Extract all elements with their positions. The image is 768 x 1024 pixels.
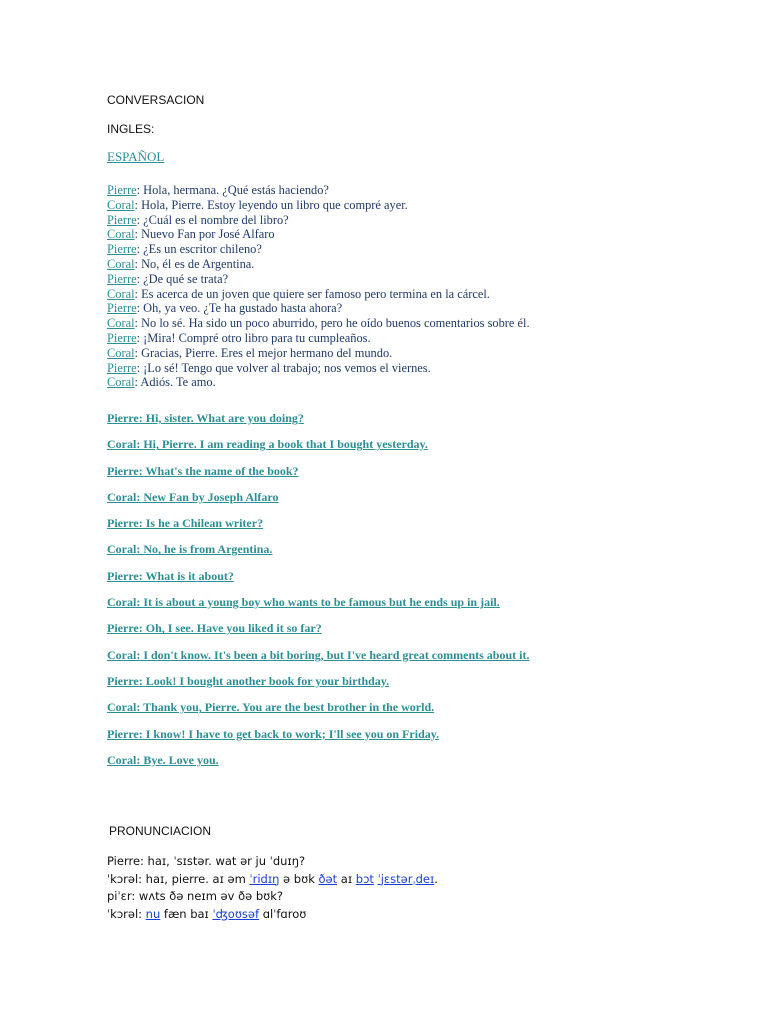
english-line-link[interactable]: Coral: Hi, Pierre. I am reading a book that I bought yesterday. [107,437,428,452]
english-line-link[interactable]: Pierre: What is it about? [107,568,234,583]
title-conversacion: CONVERSACION [107,93,205,107]
english-line-link[interactable]: Pierre: Look! I bought another book for your birthday. [107,673,390,688]
speaker-link[interactable]: Pierre [107,330,137,345]
english-line-link[interactable]: Coral: Thank you, Pierre. You are the best brother in the world. [107,700,435,715]
heading-ingles: INGLES: [107,122,155,136]
dialogue-line [107,242,530,257]
english-line-link[interactable]: Pierre: Oh, I see. Have you liked it so far? [107,621,322,636]
dialogue-line [107,287,530,302]
pronunciation-block [107,853,438,923]
english-line-link[interactable]: Coral: Bye. Love you. [107,752,219,767]
pron-text: ɑlˈfɑroʊ [259,906,307,921]
speaker-link[interactable]: Pierre [107,360,137,375]
speaker-link[interactable]: Pierre [107,242,137,257]
speaker-link[interactable]: Coral [107,227,135,242]
speaker-link[interactable]: Coral [107,256,135,271]
dialogue-line [107,213,530,228]
english-line-link[interactable]: Coral: No, he is from Argentina. [107,542,273,557]
spanish-dialogue [107,183,530,390]
dialogue-line [107,301,530,316]
speaker-link[interactable]: Pierre [107,183,137,197]
dialogue-text: : Hola, hermana. ¿Qué estás haciendo? [136,183,329,197]
dialogue-line [107,346,530,361]
dialogue-line [107,316,530,331]
pron-word-link[interactable]: ˈjɛstərˌdeɪ [377,871,435,886]
pron-word-link[interactable]: ˈridɪŋ [249,871,280,886]
english-line-link[interactable]: Pierre: What's the name of the book? [107,463,299,478]
heading-pronunciacion: PRONUNCIACION [109,824,212,838]
dialogue-text: : Adiós. Te amo. [134,375,216,390]
dialogue-text: : No lo sé. Ha sido un poco aburrido, pero he oído buenos comentarios sobre él. [134,316,530,331]
pron-word-link[interactable]: ˈʤoʊsəf [212,906,260,921]
speaker-link[interactable]: Coral [107,197,135,212]
speaker-link[interactable]: Pierre [107,212,137,227]
english-line-link[interactable]: Pierre: I know! I have to get back to work; I'll see you on Friday. [107,726,440,741]
dialogue-text: : Nuevo Fan por José Alfaro [134,227,275,242]
english-line-link[interactable]: Coral: I don't know. It's been a bit boring, but I've heard great comments about it. [107,647,530,662]
pronunciation-line: piˈɛr: wʌts ðə neɪm əv ðə bʊk? [107,889,284,903]
speaker-link[interactable]: Pierre [107,271,137,286]
pron-text: ˈkɔrəl: haɪ, pierre. aɪ əm [107,871,250,886]
english-line-link[interactable]: Coral: It is about a young boy who wants to be famous but he ends up in jail. [107,595,500,610]
dialogue-text: : No, él es de Argentina. [134,256,255,271]
dialogue-text: : Es acerca de un joven que quiere ser famoso pero termina en la cárcel. [134,286,490,301]
pronunciation-line: Pierre: haɪ, ˈsɪstər. wat ər ju ˈduɪŋ? [107,854,306,868]
english-line-link[interactable]: Pierre: Is he a Chilean writer? [107,516,264,531]
dialogue-text: : Hola, Pierre. Estoy leyendo un libro que compré ayer. [134,197,408,212]
dialogue-line [107,227,530,242]
pronunciation-line [107,906,438,924]
pron-word-link[interactable]: ðət [318,871,338,886]
pron-text: ə bʊk [279,871,319,886]
dialogue-line [107,331,530,346]
dialogue-line [107,183,530,198]
speaker-link[interactable]: Coral [107,345,135,360]
dialogue-line [107,198,530,213]
dialogue-text: : ¡Lo sé! Tengo que volver al trabajo; nos vemos el viernes. [136,360,431,375]
pron-word-link[interactable]: nu [145,906,161,921]
pron-text: aɪ [337,871,356,886]
dialogue-line [107,257,530,272]
dialogue-line [107,272,530,287]
dialogue-text: : Oh, ya veo. ¿Te ha gustado hasta ahora? [136,301,343,316]
pron-text: . [434,871,438,886]
dialogue-line [107,361,530,376]
pron-text: ˈkɔrəl: [107,906,146,921]
pronunciation-line [107,871,438,889]
english-dialogue [107,410,529,778]
dialogue-text: : Gracias, Pierre. Eres el mejor hermano del mundo. [134,345,393,360]
dialogue-text: : ¿Cuál es el nombre del libro? [136,212,289,227]
dialogue-text: : ¡Mira! Compré otro libro para tu cumpleaños. [136,330,371,345]
pron-word-link[interactable]: bɔt [355,871,374,886]
speaker-link[interactable]: Coral [107,375,135,390]
speaker-link[interactable]: Coral [107,316,135,331]
dialogue-text: : ¿Es un escritor chileno? [136,242,262,257]
english-line-link[interactable]: Pierre: Hi, sister. What are you doing? [107,411,304,425]
speaker-link[interactable]: Coral [107,286,135,301]
dialogue-text: : ¿De qué se trata? [136,271,229,286]
heading-espanol-link[interactable]: ESPAÑOL [107,149,165,164]
english-line-link[interactable]: Coral: New Fan by Joseph Alfaro [107,489,279,504]
dialogue-line [107,375,530,390]
pron-text: fæn baɪ [160,906,213,921]
speaker-link[interactable]: Pierre [107,301,137,316]
